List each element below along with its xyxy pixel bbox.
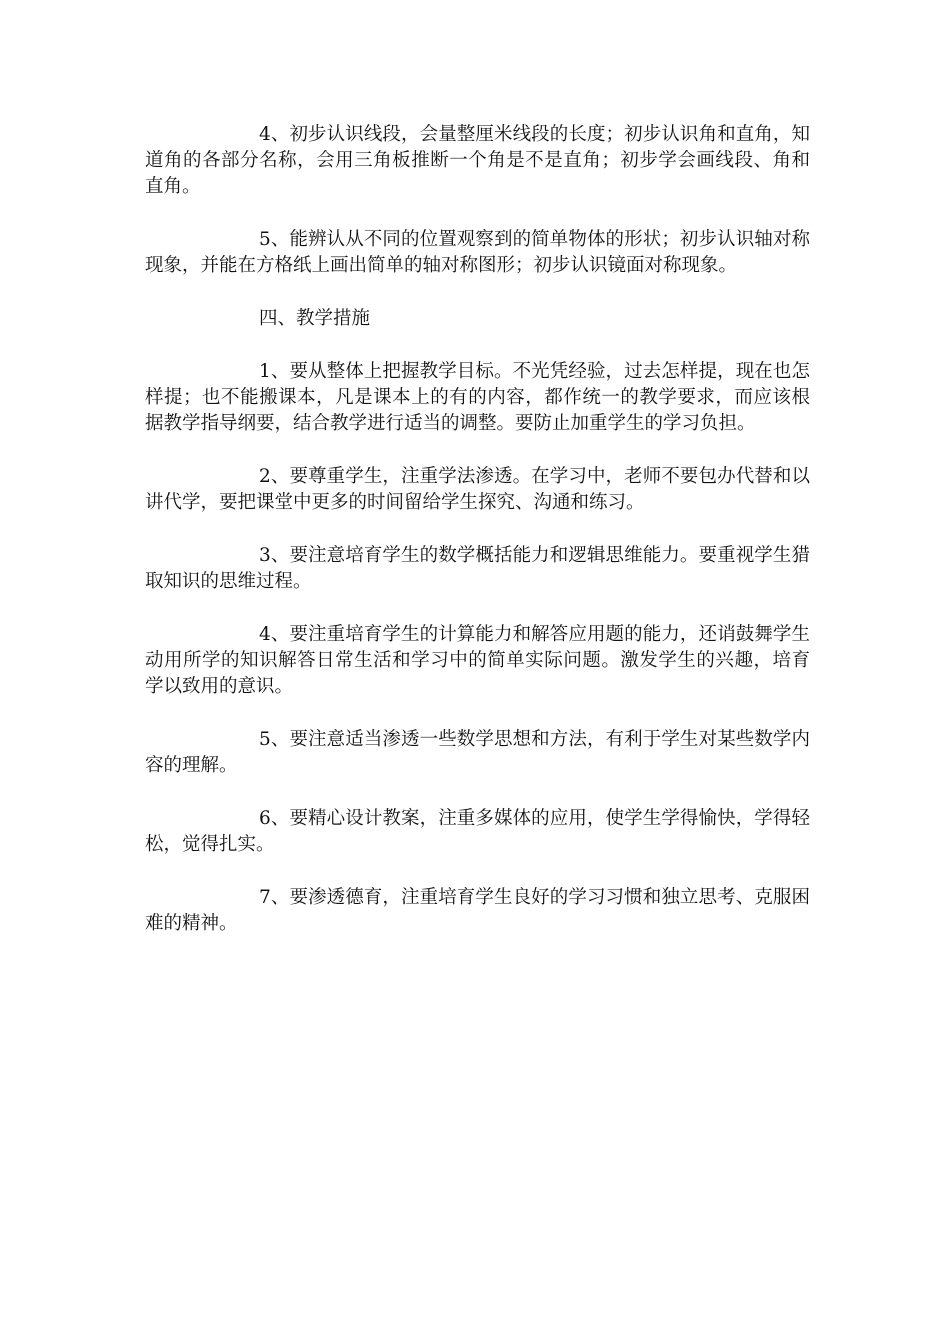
measure-item: 1、要从整体上把握教学目标。不光凭经验，过去怎样提，现在也怎样提；也不能搬课本，凡是课本上的有的内容，都作统一的教学要求，而应该根据教学指导纲要，结合教学进行适当的调整。要防止加重学生的学习负担。 [145,361,810,434]
paragraph-goal-5: 5、能辨认从不同的位置观察到的简单物体的形状；初步认识轴对称现象，并能在方格纸上画出简单的轴对称图形；初步认识镜面对称现象。 [145,229,810,276]
measure-item: 7、要渗透德育，注重培育学生良好的学习习惯和独立思考、克服困难的精神。 [145,887,810,934]
measure-item: 6、要精心设计教案，注重多媒体的应用，使学生学得愉快，学得轻松，觉得扎实。 [145,808,810,855]
measure-item: 2、要尊重学生，注重学法渗透。在学习中，老师不要包办代替和以讲代学，要把课堂中更多的时间留给学生探究、沟通和练习。 [145,466,810,513]
measure-item: 4、要注重培育学生的计算能力和解答应用题的能力，还诮鼓舞学生动用所学的知识解答日常生活和学习中的简单实际问题。激发学生的兴趣，培育学以致用的意识。 [145,624,810,697]
document-body [145,122,810,964]
measure-item: 3、要注意培育学生的数学概括能力和逻辑思维能力。要重视学生猎取知识的思维过程。 [145,545,810,592]
section-heading: 四、教学措施 [259,308,371,329]
measure-item: 5、要注意适当渗透一些数学思想和方法，有利于学生对某些数学内容的理解。 [145,729,810,776]
paragraph-goal-4: 4、初步认识线段，会量整厘米线段的长度；初步认识角和直角，知道角的各部分名称，会用三角板推断一个角是不是直角；初步学会画线段、角和直角。 [145,124,810,197]
